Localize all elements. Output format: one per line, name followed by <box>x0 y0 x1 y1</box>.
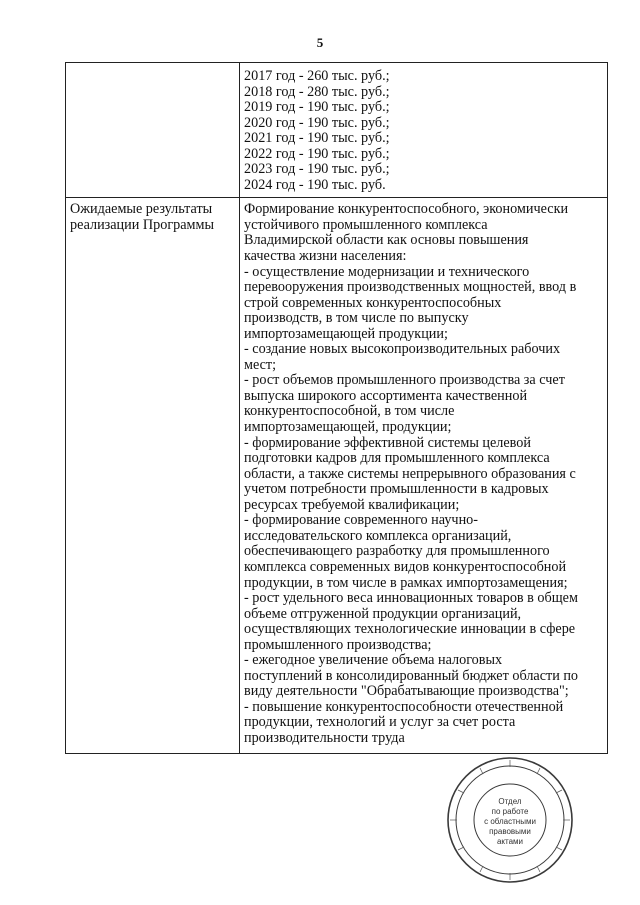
row-label-cell <box>66 63 240 198</box>
page-number: 5 <box>316 35 324 50</box>
content-line: устойчивого промышленного комплекса <box>244 216 488 233</box>
content-line: перевооружения производственных мощностей, ввод в <box>244 279 577 296</box>
content-line: поступлений в консолидированный бюджет области по <box>244 667 579 684</box>
content-line: виду деятельности "Обрабатывающие производства"; <box>244 683 569 700</box>
content-line: - создание новых высокопроизводительных рабочих <box>244 341 561 358</box>
content-line: качества жизни населения: <box>244 248 407 265</box>
official-stamp <box>445 755 575 885</box>
content-line: осуществляющих технологические инновации в сфере <box>244 621 576 638</box>
content-line: - формирование современного научно- <box>244 512 478 529</box>
content-line: учетом потребности промышленности в кадровых <box>244 481 549 498</box>
stamp-line: с областными <box>484 817 536 826</box>
content-line: области, а также системы непрерывного образования с <box>244 465 576 482</box>
stamp-line: по работе <box>491 807 529 816</box>
content-line: 2020 год - 190 тыс. руб.; <box>244 114 390 131</box>
content-line: обеспечивающего разработку для промышленного <box>244 543 550 560</box>
content-line: комплекса современных видов конкурентоспособной <box>244 558 567 575</box>
content-line: 2019 год - 190 тыс. руб.; <box>244 99 390 116</box>
content-line: Формирование конкурентоспособного, экономически <box>244 201 569 218</box>
content-line: выпуска широкого ассортимента качественной <box>244 387 528 404</box>
content-line: 2022 год - 190 тыс. руб.; <box>244 145 390 162</box>
content-line: ресурсах требуемой квалификации; <box>244 496 460 513</box>
content-line: производительности труда <box>244 729 405 746</box>
content-line: - повышение конкурентоспособности отечественной <box>244 698 564 715</box>
table-row-financing <box>66 63 608 198</box>
content-line: производств, в том числе по выпуску <box>244 310 469 327</box>
content-line: импортозамещающей продукции; <box>244 325 448 342</box>
stamp-line: Отдел <box>498 797 522 806</box>
content-line: 2018 год - 280 тыс. руб.; <box>244 83 390 100</box>
content-line: мест; <box>244 356 277 373</box>
stamp-line: правовыми <box>489 827 531 836</box>
row-label-cell <box>66 198 240 753</box>
content-line: импортозамещающей, продукции; <box>244 419 452 436</box>
content-line: 2023 год - 190 тыс. руб.; <box>244 161 390 178</box>
content-line: продукции, в том числе в рамках импортозамещения; <box>244 574 568 591</box>
content-line: 2021 год - 190 тыс. руб.; <box>244 130 390 147</box>
content-line: - рост объемов промышленного производства за счет <box>244 372 565 389</box>
program-table <box>65 62 608 754</box>
content-line: подготовки кадров для промышленного комплекса <box>244 450 550 467</box>
content-line: - формирование эффективной системы целевой <box>244 434 531 451</box>
stamp-line: актами <box>496 837 524 846</box>
table-row-expected-results <box>66 198 608 753</box>
content-line: объеме отгруженной продукции организаций, <box>244 605 522 622</box>
content-line: 2017 год - 260 тыс. руб.; <box>244 68 390 84</box>
label-line: Ожидаемые результаты <box>70 201 213 218</box>
content-line: - ежегодное увеличение объема налоговых <box>244 652 503 669</box>
content-line: конкурентоспособной, в том числе <box>244 403 455 420</box>
content-line: - рост удельного веса инновационных товаров в общем <box>244 590 578 607</box>
content-line: - осуществление модернизации и технического <box>244 263 530 280</box>
row-content-cell <box>240 63 608 198</box>
label-line: реализации Программы <box>70 216 215 233</box>
row-content-cell <box>240 198 608 753</box>
content-line: промышленного производства; <box>244 636 432 653</box>
content-line: Владимирской области как основы повышения <box>244 232 529 249</box>
content-line: продукции, технологий и услуг за счет роста <box>244 714 516 731</box>
content-line: строй современных конкурентоспособных <box>244 294 502 311</box>
content-line: исследовательского комплекса организаций, <box>244 527 512 544</box>
content-line: 2024 год - 190 тыс. руб. <box>244 176 386 193</box>
